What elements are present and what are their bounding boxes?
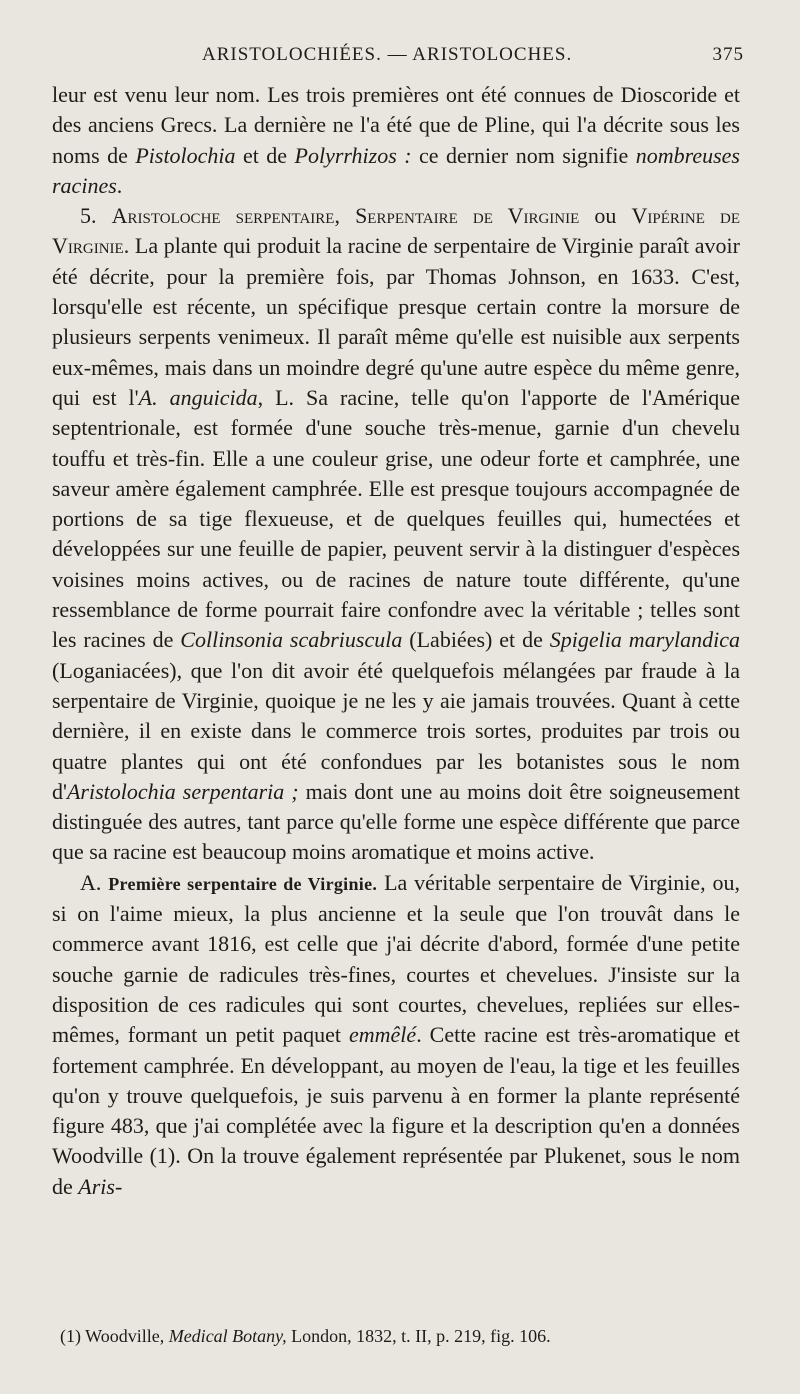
- italic-run: Aristolochia serpentaria ;: [66, 778, 299, 804]
- section-number: 5.: [80, 203, 112, 229]
- text-run: La véritable serpentaire de Virginie, ou, si on l'aime mieux, la plus ancienne et la seule que l'on trouvât dans le commerce avant 1816, est celle que j'ai décrite d'abord, formée d'une petite souche garnie de radicules très-fines, courtes et chevelues. J'insiste sur la disposition de ces radicules qui sont courtes, chevelues, repliées sur elles-mêmes, formant un petit paquet: [52, 869, 741, 1048]
- text-run: . La plante qui produit la racine de serpentaire de Virginie paraît avoir été décrite, pour la première fois, par Thomas Johnson, en 1633. C'est, lorsqu'elle est récente, un spécifique presque certain contre la morsure de plusieurs serpents venimeux. Il paraît même qu'elle est nuisible aux serpents eux-mêmes, mais dans un moindre degré qu'une autre espèce du même genre, qui est l': [52, 233, 740, 410]
- text-run: (Loganiacées), que l'on dit avoir été quelquefois mélangées par fraude à la serpentaire de Virginie, quoique je ne les y aie jamais trouvées. Quant à cette dernière, il en existe dans le commerce trois sortes, produites par trois ou quatre plantes qui ont été confondues par les botanistes sous le nom d': [52, 657, 740, 804]
- italic-run: Spigelia marylandica: [549, 627, 741, 653]
- text-run: (Labiées) et de: [402, 627, 550, 653]
- text-run: , L. Sa racine, telle qu'on l'apporte de l'Amérique septentrionale, est formée d'une souche très-menue, garnie d'un chevelu touffu et très-fin. Elle a une couleur grise, une odeur forte et camphrée, une saveur amère également camphrée. Elle est presque toujours accompagnée de portions de sa tige flexueuse, et de quelques feuilles qui, humectées et développées sur une feuille de papier, peuvent servir à la distinguer d'espèces voisines moins actives, ou de racines de nature toute différente, qu'une ressemblance de forme pourrait faire confondre avec la véritable ; telles sont les racines de: [52, 384, 740, 653]
- subsection-heading: Première serpentaire de Virginie.: [108, 873, 378, 894]
- paragraph-1: [52, 80, 740, 201]
- footnote-italic: Medical Botany,: [168, 1326, 287, 1346]
- italic-run: emmêlé: [349, 1022, 417, 1048]
- paragraph-3: [52, 868, 740, 1202]
- text-run: ce dernier nom signifie: [411, 142, 636, 168]
- section-heading: Vipérine de Virginie: [52, 203, 740, 259]
- text-run: et de: [235, 142, 295, 168]
- italic-run: A. anguicida: [138, 384, 258, 410]
- page-number: 375: [712, 44, 744, 65]
- text-run: ou: [579, 203, 632, 229]
- italic-run: Pistolochia: [135, 142, 236, 168]
- footnote-text: (1) Woodville,: [60, 1326, 169, 1346]
- text-run: .: [116, 172, 123, 198]
- footnote-text: London, 1832, t. II, p. 219, fig. 106.: [286, 1326, 551, 1346]
- section-heading: Aristoloche serpentaire, Serpentaire de Virginie: [111, 203, 580, 229]
- italic-run: Aris-: [78, 1173, 123, 1199]
- text-run: leur est venu leur nom. Les trois premières ont été connues de Dioscoride et des anciens Grecs. La dernière ne l'a été que de Pline, qui l'a décrite sous les noms de: [52, 82, 740, 168]
- italic-run: nombreuses racines: [52, 142, 740, 198]
- paragraph-2: [52, 201, 740, 868]
- running-header: [52, 44, 744, 74]
- footnote: [60, 1324, 740, 1348]
- header-title: ARISTOLOCHIÉES. — ARISTOLOCHES.: [202, 44, 573, 65]
- italic-run: Collinsonia scabriuscula: [180, 627, 403, 653]
- italic-run: Polyrrhizos :: [294, 142, 412, 168]
- text-run: . Cette racine est très-aromatique et fortement camphrée. En développant, au moyen de l'eau, la tige et les feuilles qu'on y trouve quelquefois, je suis parvenu à en former la plante représenté figure 483, que j'ai complétée avec la figure et la description qu'en a données Woodville (1). On la trouve également représentée par Plukenet, sous le nom de: [52, 1022, 740, 1199]
- text-run: mais dont une au moins doit être soigneusement distinguée des autres, tant parce qu'elle forme une espèce différente que parce que sa racine est beaucoup moins aromatique et moins active.: [52, 778, 740, 865]
- section-number: A.: [80, 869, 109, 895]
- body-text: [52, 80, 740, 1202]
